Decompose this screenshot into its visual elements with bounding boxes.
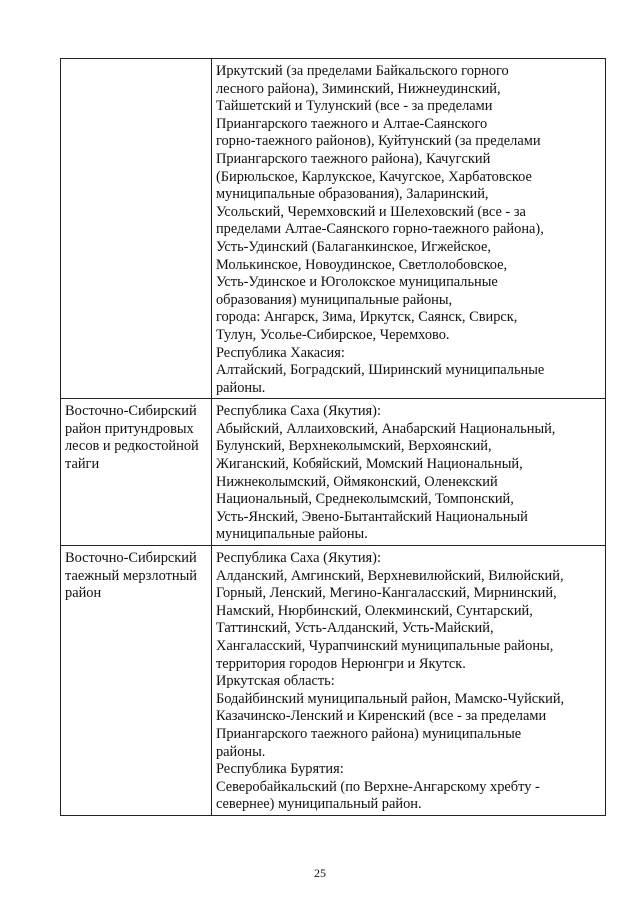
regions-table-body [61,59,606,816]
regions-list-line: Булунский, Верхнеколымский, Верхоянский, [215,438,492,455]
regions-list-line: Усть-Янский, Эвено-Бытантайский Национальный [215,508,528,525]
page-number: 25 [314,866,326,880]
regions-list-line: Таттинский, Усть-Алданский, Усть-Майский, [215,620,494,637]
regions-list-line: города: Ангарск, Зима, Иркутск, Саянск, Свирск, [215,309,518,326]
regions-list-line: Хангаласский, Чурапчинский муниципальные районы, [215,638,554,654]
regions-list-line: Республика Саха (Якутия): [215,403,381,420]
regions-list-line: Приангарского таежного района) муниципальные [215,725,522,742]
regions-list-line: Тайшетский и Тулунский (все - за пределами [215,98,493,115]
regions-list-line: районы. [215,379,266,396]
regions-table [60,58,606,816]
regions-list-line: Тулун, Усолье-Сибирское, Черемхово. [215,326,450,343]
regions-list-line: Приангарского таежного и Алтае-Саянского [215,115,488,132]
regions-list-cell [211,59,605,399]
forest-zone-line: Восточно-Сибирский [65,403,197,420]
forest-zone-line: Восточно-Сибирский [65,550,197,567]
regions-list-line: Республика Саха (Якутия): [215,550,381,567]
regions-list-line: Горный, Ленский, Мегино-Кангаласский, Мирнинский, [215,585,557,602]
forest-zone-cell [61,399,212,546]
regions-list-line: Нижнеколымский, Оймяконский, Оленекский [215,473,498,490]
regions-list-line: Приангарского таежного района), Качугский [215,150,491,167]
forest-zone-cell [61,546,212,816]
regions-list-line: (Бирюльское, Карлукское, Качугское, Харбатовское [215,168,532,185]
forest-zone-line: таежный мерзлотный [65,567,197,584]
regions-list-line: территория городов Нерюнгри и Якутск. [215,655,466,672]
regions-list-line: муниципальные образования), Заларинский, [215,186,489,203]
regions-list-line: лесного района), Зиминский, Нижнеудинский, [215,80,501,97]
regions-list-line: Усть-Удинский (Балаганкинское, Игжейское, [215,238,491,255]
regions-list-line: Намский, Нюрбинский, Олекминский, Сунтарский, [215,602,533,619]
regions-list-cell [211,546,605,816]
regions-list-line: Усольский, Черемховский и Шелеховский (все - за [215,203,526,220]
regions-list-line: Бодайбинский муниципальный район, Мамско-Чуйский, [215,690,565,707]
regions-list-line: Алтайский, Боградский, Ширинский муниципальные [215,362,545,379]
regions-list-line: горно-таежного районов), Куйтунский (за пределами [215,133,541,150]
regions-list-line: Жиганский, Кобяйский, Момский Национальный, [215,456,523,473]
regions-list-line: Молькинское, Новоудинское, Светлолобовское, [215,256,508,273]
forest-zone-cell [61,59,212,399]
regions-list-line: Республика Хакасия: [215,344,345,361]
table-row [61,546,606,816]
table-row [61,59,606,399]
regions-list-line: Республика Бурятия: [215,761,344,778]
regions-list-line: пределами Алтае-Саянского горно-таежного района), [215,221,544,238]
regions-list-line: Казачинско-Ленский и Киренский (все - за пределами [215,708,547,725]
regions-list-line: районы. [215,743,266,760]
regions-list-line: образования) муниципальные районы, [215,291,453,308]
forest-zone-line: район притундровых [65,420,194,437]
table-row [61,399,606,546]
regions-list-cell [211,399,605,546]
regions-list-line: Абыйский, Аллаиховский, Анабарский Национальный, [215,420,556,437]
regions-list-line: севернее) муниципальный район. [215,796,422,813]
forest-zone-line: район [65,585,102,602]
regions-list-line: Национальный, Среднеколымский, Томпонский, [215,491,514,508]
forest-zone-line: лесов и редкостойной [65,438,199,455]
regions-list-line: Иркутский (за пределами Байкальского горного [215,63,509,79]
regions-list-line: Иркутская область: [215,673,335,690]
regions-list-line: Усть-Удинское и Юголокское муниципальные [215,274,498,291]
regions-list-line: Алданский, Амгинский, Верхневилюйский, Вилюйский, [215,567,564,584]
forest-zone-line: тайги [65,456,100,473]
regions-list-line: муниципальные районы. [215,526,368,543]
regions-list-line: Северобайкальский (по Верхне-Ангарскому хребту - [215,778,540,795]
